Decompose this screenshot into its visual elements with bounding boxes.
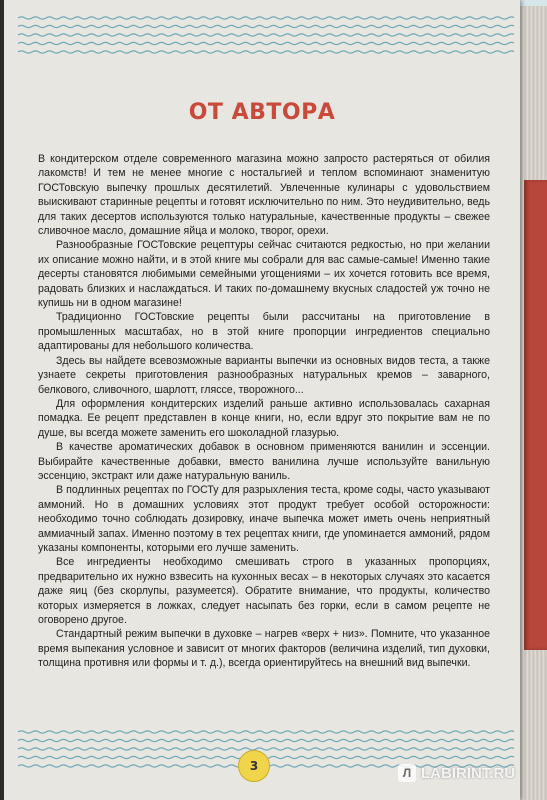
paragraph-9: Стандартный режим выпечки в духовке – нагрев «верх + низ». Помните, что указанное время выпекания условное и зависит от многих факторов (величина изделий, тип духовки, толщина противня или формы и т. д.), всегда ориентируйтесь на внешний вид выпечки. <box>38 628 490 670</box>
paragraph-4: Здесь вы найдете всевозможные варианты выпечки из основных видов теста, а также узнаете секреты приготовления разнообразных натуральных кремов – заварного, белкового, сливочного, шарлотт, гляссе, творожного... <box>38 354 490 396</box>
wave-line <box>18 731 514 733</box>
wave-line <box>18 51 514 53</box>
paragraph-6: В качестве ароматических добавок в основном применяются ванилин и эссенции. Выбирайте качественные добавки, вместо ванилина лучше используйте ванильную эссенцию, экстракт или даже натуральную ваниль. <box>38 441 490 482</box>
page-body <box>38 152 490 671</box>
wave-line <box>18 748 514 750</box>
paragraph-7: В подлинных рецептах по ГОСТу для разрыхления теста, кроме соды, часто указывают аммоний. Но в домашних условиях этот продукт требует особой осторожности: необходимо точно соблюдать дозировку, иначе выпечка может иметь очень неприятный аммиачный запах. Именно поэтому в тех рецептах книги, где упоминается аммоний, рядом указаны компоненты, которыми его лучше заменить. <box>38 484 490 554</box>
wave-line <box>18 17 514 19</box>
watermark <box>398 762 515 784</box>
paragraph-5: Для оформления кондитерских изделий раньше активно использовалась сахарная помадка. Ее рецепт представлен в конце книги, но, если вдруг это покрытие вам не по душе, вы всегда можете заменить его шоколадной глазурью. <box>38 397 490 439</box>
wave-line <box>18 25 514 27</box>
labirint-logo-icon: Л <box>398 764 416 782</box>
page-title: ОТ АВТОРА <box>188 100 336 125</box>
wave-line <box>18 34 514 36</box>
wave-line <box>18 42 514 44</box>
wave-line <box>18 739 514 741</box>
paragraph-8: Все ингредиенты необходимо смешивать строго в указанных пропорциях, предварительно их нужно взвесить на кухонных весах – в некоторых случаях это касается даже яиц (без скорлупы, разумеется). Обратите внимание, что продукты, количество которых измеряется в ложках, следует насыпать без горки, если в самом рецепте не оговорено другое. <box>38 556 490 626</box>
book-page <box>4 0 520 800</box>
paragraph-3: Традиционно ГОСТовские рецепты были рассчитаны на приготовление в промышленных масштабах, но в этой книге пропорции ингредиентов специально адаптированы для небольшого количества. <box>38 311 490 353</box>
page-number-badge: 3 <box>238 750 270 782</box>
next-page-edge <box>524 180 547 650</box>
paragraph-1: В кондитерском отделе современного магазина можно запросто растеряться от обилия лакомств! И тем не менее многие с ностальгией и теплом вспоминают знаменитую ГОСТовскую выпечку прошлых десятилетий. Увлеченные кулинары с удовольствием выискивают старинные рецепты и готовят исключительно по ним. Это неудивительно, ведь для таких десертов используются только натуральные, качественные продукты – свежее сливочное масло, домашние яйца и молоко, творог, орехи. <box>38 153 490 238</box>
paragraph-2: Разнообразные ГОСТовские рецептуры сейчас считаются редкостью, но при желании их описание можно найти, и в этой книге мы собрали для вас самые-самые! Именно такие десерты становятся любимыми семейными угощениями – их хочется готовить все время, радовать близких и наслаждаться. И таких по-домашнему вкусных сладостей уж точно не купишь ни в одном магазине! <box>38 239 490 310</box>
watermark-text: LABIRINT.RU <box>421 764 516 782</box>
wave-border-top-icon <box>18 12 514 58</box>
